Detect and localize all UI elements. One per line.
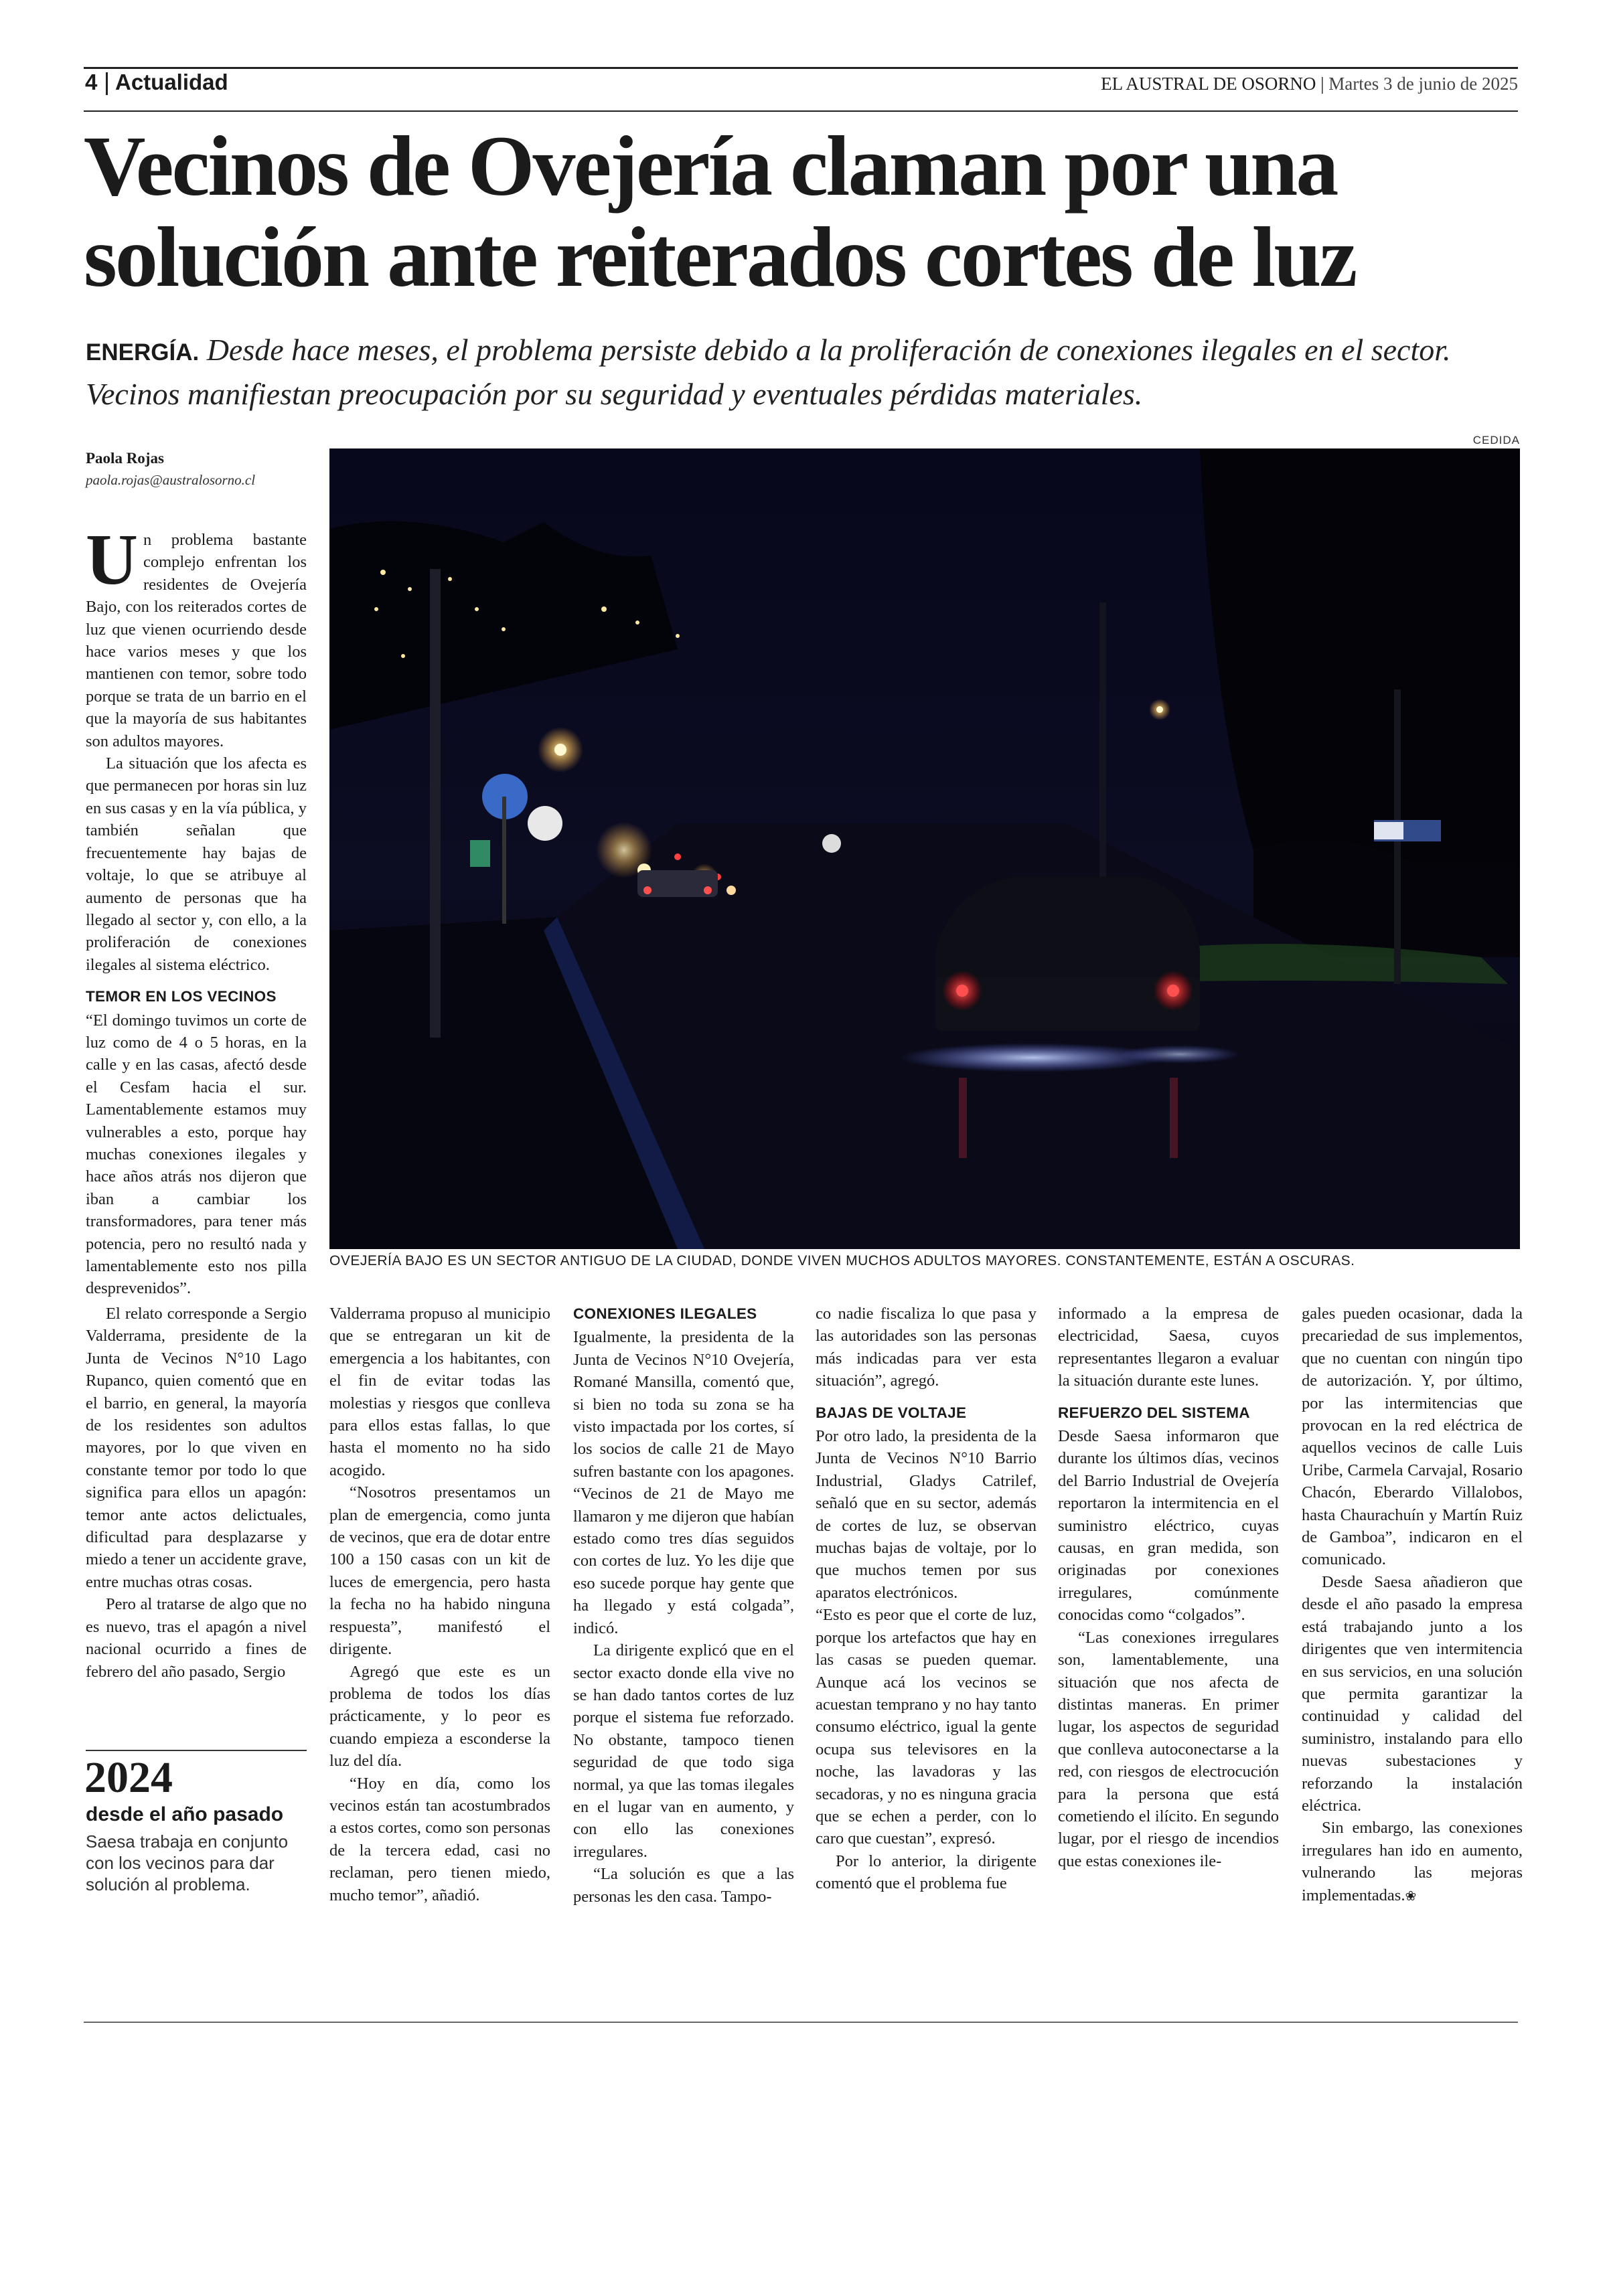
author-email[interactable]: paola.rojas@australosorno.cl [86, 472, 256, 488]
body-paragraph: co nadie fiscaliza lo que pasa y las autoridades son las personas más indicadas para ver esta situación”, agregó. [816, 1305, 1037, 1390]
stat-number: 2024 [84, 1753, 173, 1802]
headline: Vecinos de Ovejería claman por una solución ante reiterados cortes de luz [84, 118, 1356, 305]
deck [86, 329, 1519, 415]
body-column-3 [573, 1303, 794, 1908]
masthead-separator: | [1320, 74, 1329, 94]
body-paragraph: gales pueden ocasionar, dada la precariedad de sus implementos, que no cuentan con ningún tipo de autorización. Y, por último, por las intermitencias que provocan en la red eléctrica de aquellos vecinos de calle Luis Uribe, Carmela Carvajal, Rosario Chacón, Eberardo Villalobos, hasta Chaurachuín y Martín Ruiz de Gamboa”, indicaron en el comunicado. [1302, 1305, 1523, 1569]
header-bottom-rule [84, 110, 1518, 112]
author-name: Paola Rojas [86, 450, 164, 467]
body-paragraph: Por otro lado, la presidenta de la Junta de Vecinos N°10 Barrio Industrial, Gladys Catrilef, señaló que en su sector, además de cortes de luz, se observan muchas bajas de voltaje, por lo que muchos temen por sus aparatos electrónicos. [816, 1427, 1037, 1602]
newspaper-name: EL AUSTRAL DE OSORNO [1101, 74, 1316, 94]
body-paragraph: Desde Saesa añadieron que desde el año pasado la empresa está trabajando junto a los dirigentes que ven intermitencia en sus servicios, en una solución que permita garantizar la continuidad y calidad del suministro, instalando para ello nuevas subestaciones y reforzando la instalación eléctrica. [1302, 1572, 1523, 1815]
body-paragraph: “Esto es peor que el corte de luz, porque los artefactos que hay en las casas se pueden quemar. Aunque acá los vecinos se acuestan temprano y no hay tanto consumo eléctrico, igual la gente ocupa sus televisores en la noche, las lavadoras y las secadoras, y no es ninguna gracia que se echen a perder, con lo caro que cuestan”, expresó. [816, 1606, 1037, 1848]
masthead [1101, 74, 1518, 94]
body-paragraph: Igualmente, la presidenta de la Junta de Vecinos N°10 Ovejería, Romané Mansilla, comentó que, si bien no toda su zona se ha visto impactada por los cortes, sí los socios de calle 21 de Mayo sufren bastante con los apagones. “Vecinos de 21 de Mayo me llamaron y me dijeron que habían estado como tres días seguidos con cortes de luz. Yo les dije que eso sucede porque hay gente que ha llegado y está colgada”, indicó. [573, 1328, 794, 1637]
body-paragraph: informado a la empresa de electricidad, Saesa, cuyos representantes llegaron a evaluar la situación durante este lunes. [1058, 1305, 1279, 1390]
section-separator [106, 72, 108, 95]
closing-text: Sin embargo, las conexiones irregulares han ido en aumento, vulnerando las mejoras implementadas. [1302, 1819, 1523, 1904]
subhead-conexiones: CONEXIONES ILEGALES [573, 1305, 757, 1322]
body-paragraph: El relato corresponde a Sergio Valderrama, presidente de la Junta de Vecinos N°10 Lago Rupanco, quien comentó que en el barrio, en general, la mayoría de los residentes son adultos mayores, por lo que viven en constante temor por todo lo que significa para ellos un apagón: temor ante actos delictuales, dificultad para desplazarse y miedo a tener un accidente grave, entre muchas otras cosas. [86, 1305, 307, 1591]
body-paragraph: “Las conexiones irregulares son, lamentablemente, una situación que nos afecta de distintas maneras. En primer lugar, los aspectos de seguridad que conlleva autoconectarse a la red, con riesgos de electrocución para la persona que está cometiendo el ilícito. En segundo lugar, por el riesgo de incendios que estas conexiones ile- [1058, 1628, 1279, 1870]
subhead-bajas: BAJAS DE VOLTAJE [816, 1404, 967, 1421]
body-paragraph: Agregó que este es un problema de todos los días prácticamente, y lo peor es cuando empieza a esconderse la luz del día. [329, 1662, 550, 1771]
kicker: ENERGÍA. [86, 339, 200, 365]
body-paragraph: La dirigente explicó que en el sector exacto donde ella vive no se han dado tantos cortes de luz porque el sistema fue reforzado. No obstante, tampoco tienen seguridad de que todo siga normal, ya que las tomas ilegales en el lugar van en aumento, y con ello las conexiones irregulares. [573, 1641, 794, 1861]
lead-paragraph [86, 520, 307, 752]
body-column-4 [816, 1303, 1037, 1895]
body-paragraph: Por lo anterior, la dirigente comentó que el problema fue [816, 1852, 1037, 1893]
body-paragraph: “El domingo tuvimos un corte de luz como de 4 o 5 horas, en la calle y en las casas, afectó desde el Cesfam hacia el sur. Lamentablemente estamos muy vulnerables a esto, porque hay muchas conexiones ilegales y hace años atrás nos dijeron que iban a cambiar los transformadores, para tener más potencia, pero no resultó nada y lamentablemente esto nos pilla desprevenidos”. [86, 1011, 307, 1298]
photo-credit: CEDIDA [1472, 434, 1520, 446]
deck-text: Desde hace meses, el problema persiste debido a la proliferación de conexiones ilegales en el sector. Vecinos manifiestan preocupación por su seguridad y eventuales pérdidas materiales. [86, 333, 1451, 411]
body-paragraph: Pero al tratarse de algo que no es nuevo, tras el apagón a nivel nacional ocurrido a fines de febrero del año pasado, Sergio [86, 1595, 307, 1681]
body-paragraph: La situación que los afecta es que permanecen por horas sin luz en sus casas y en la vía pública, y también señalan que frecuentemente hay bajas de voltaje, lo que se atribuye al aumento de personas que ha llegado al sector y, con ello, a la proliferación de conexiones ilegales al sistema eléctrico. [86, 754, 307, 974]
page-number: 4 [85, 70, 98, 94]
body-paragraph: Desde Saesa informaron que durante los últimos días, vecinos del Barrio Industrial de Ovejería reportaron la intermitencia en el suministro eléctrico, cuyas causas, en gran medida, son originadas por conexiones irregulares, comúnmente conocidas como “colgados”. [1058, 1427, 1279, 1625]
body-column-5 [1058, 1303, 1279, 1872]
footer-rule [84, 2022, 1518, 2023]
subhead-temor: TEMOR EN LOS VECINOS [86, 988, 277, 1005]
body-paragraph: “Hoy en día, como los vecinos están tan acostumbrados a estos cortes, como son personas de la tercera edad, casi no reclaman, pero tienen miedo, mucho temor”, añadió. [329, 1774, 550, 1904]
stat-text: Saesa trabaja en conjunto con los vecinos para dar solución al problema. [86, 1831, 289, 1894]
stat-rule [86, 1750, 307, 1751]
article-photo [329, 448, 1520, 1249]
header-top-rule [84, 67, 1518, 69]
body-column-1-bottom [86, 1303, 307, 1683]
end-mark-icon: ❀ [1405, 1887, 1417, 1904]
body-paragraph [1302, 1817, 1523, 1907]
section-name: Actualidad [115, 70, 228, 94]
dropcap: U [86, 520, 138, 600]
photo-caption: OVEJERÍA BAJO ES UN SECTOR ANTIGUO DE LA CIUDAD, DONDE VIVEN MUCHOS ADULTOS MAYORES. CONSTANTEMENTE, ESTÁN A OSCURAS. [329, 1253, 1355, 1268]
issue-date: Martes 3 de junio de 2025 [1328, 74, 1518, 94]
subhead-refuerzo: REFUERZO DEL SISTEMA [1058, 1404, 1250, 1421]
lead-paragraph-text: n problema bastante complejo enfrentan los residentes de Ovejería Bajo, con los reiterados cortes de luz que vienen ocurriendo desde hace varios meses y que los mantienen con temor, sobre todo porque se trata de un barrio en el que la mayoría de sus habitantes son adultos mayores. [86, 531, 307, 750]
body-paragraph: Valderrama propuso al municipio que se entregaran un kit de emergencia a los habitantes, con el fin de evitar todas las molestias y riesgos que conlleva para ellos estas fallas, lo que hasta el momento no ha sido acogido. [329, 1305, 550, 1479]
body-paragraph: “La solución es que a las personas les den casa. Tampo- [573, 1865, 794, 1906]
stat-label: desde el año pasado [86, 1803, 284, 1825]
body-paragraph: “Nosotros presentamos un plan de emergencia, como junta de vecinos, que era de dotar entre 100 a 150 casas con un kit de luces de emergencia, pero hasta la fecha no ha habido ninguna respuesta”, manifestó el dirigente. [329, 1483, 550, 1659]
body-column-1-top [86, 520, 307, 1300]
body-column-6 [1302, 1303, 1523, 1907]
body-column-2 [329, 1303, 550, 1906]
night-street-scene [329, 448, 1520, 1249]
